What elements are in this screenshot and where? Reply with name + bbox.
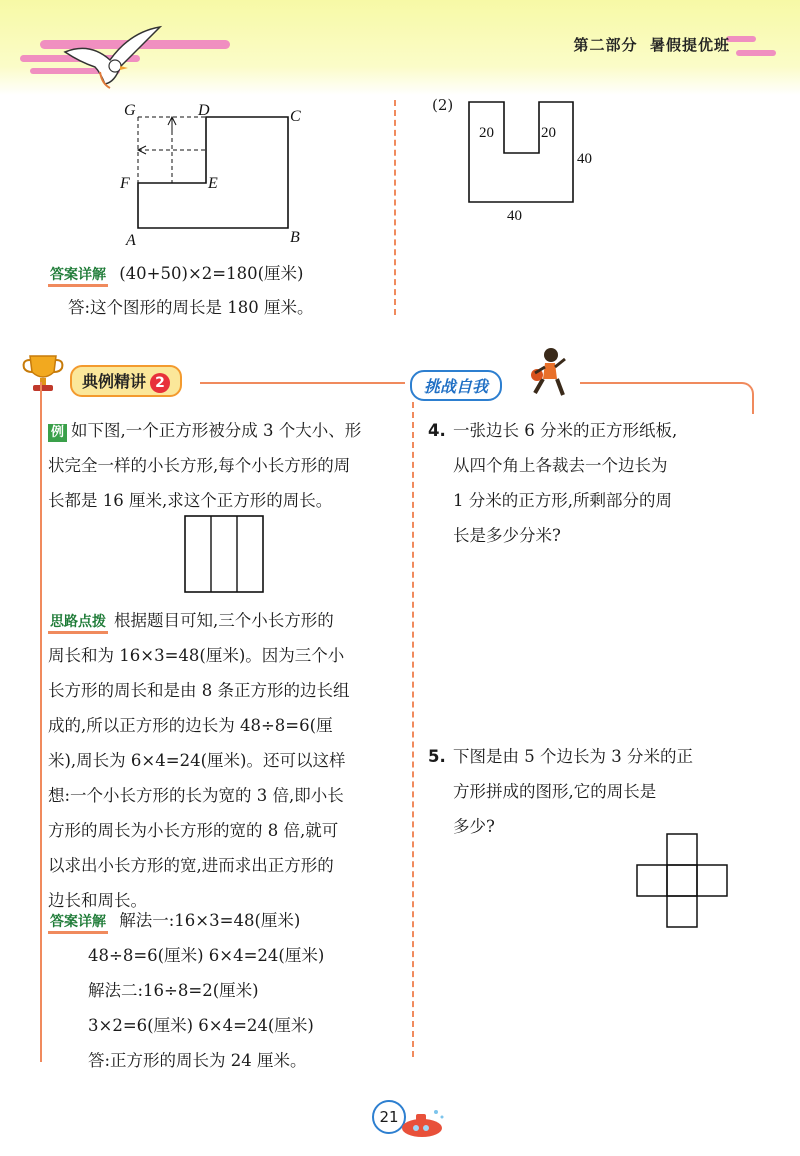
- dim-height: 40: [577, 151, 592, 167]
- label-e: E: [208, 175, 218, 192]
- banner-corner: [740, 382, 754, 414]
- answer-conclusion: 答:这个图形的周长是 180 厘米。: [68, 298, 314, 317]
- cross-shape-figure: [635, 832, 731, 930]
- square-three-rects: [184, 515, 266, 595]
- example-answer: 答案详解 解法一:16×3=48(厘米): [48, 903, 300, 938]
- label-f: F: [120, 175, 130, 192]
- runner-icon: [515, 345, 575, 405]
- label-b: B: [290, 229, 300, 246]
- answer-formula: (40+50)×2=180(厘米): [119, 264, 304, 283]
- label-a: A: [126, 232, 136, 249]
- q5-text: 下图是由 5 个边长为 3 分米的正 方形拼成的图形,它的周长是 多少?: [453, 747, 693, 836]
- example-border: [40, 382, 43, 1062]
- page-number: 21: [372, 1100, 406, 1134]
- decor-streak: [726, 36, 756, 42]
- submarine-icon: [398, 1108, 448, 1140]
- figure-rect-perimeter: [110, 95, 320, 250]
- dim-right-notch: 20: [541, 125, 556, 141]
- example-tag: 例: [48, 424, 67, 442]
- label-g: G: [124, 102, 136, 119]
- dim-width: 40: [507, 208, 522, 224]
- decor-streak: [736, 50, 776, 56]
- column-divider: [412, 402, 414, 1057]
- label-c: C: [290, 108, 301, 125]
- figure-u-shape: [455, 95, 615, 225]
- q4-number: 4.: [428, 421, 446, 440]
- q4-text: 一张边长 6 分米的正方形纸板, 从四个角上各裁去一个边长为 1 分米的正方形,所剩部分的周 长是多少分米?: [453, 421, 678, 545]
- header-title: 第二部分 暑假提优班: [573, 36, 730, 54]
- example-answer-line: 解法二:16÷8=2(厘米): [88, 981, 259, 1000]
- answer-tag: 答案详解: [48, 266, 108, 287]
- example-question: 例 如下图,一个正方形被分成 3 个大小、形 状完全一样的小长方形,每个小长方形的周 长都是 16 厘米,求这个正方形的周长。: [48, 421, 362, 510]
- banner-line-left: [200, 382, 405, 384]
- answer-tag: 答案详解: [48, 913, 108, 934]
- example-hint: 思路点拨 根据题目可知,三个小长方形的 周长和为 16×3=48(厘米)。因为三个小 长方形的周长和是由 8 条正方形的边长组 成的,所以正方形的边长为 48÷8=6(厘 米),周长为 6×4=24(厘米)。还可以这样 想:一个小长方形的长为宽的 3 倍,即小长 方形的周长为小长方形的宽的 8 倍,就可 以求出小长方形的宽,进而求出正方形的 边长和周长。: [48, 611, 350, 910]
- banner-line-right: [580, 382, 740, 384]
- hint-tag: 思路点拨: [48, 613, 108, 634]
- q5-number: 5.: [428, 747, 446, 766]
- example-answer-line: 3×2=6(厘米) 6×4=24(厘米): [88, 1016, 314, 1035]
- answer-top: [48, 256, 303, 291]
- example-section-label: 典例精讲 2: [70, 365, 182, 397]
- example-answer-line: 答:正方形的周长为 24 厘米。: [88, 1051, 307, 1070]
- example-answer-line: 48÷8=6(厘米) 6×4=24(厘米): [88, 946, 325, 965]
- dim-left-notch: 20: [479, 125, 494, 141]
- figure2-label: (2): [432, 96, 454, 114]
- column-divider: [394, 100, 396, 315]
- challenge-label: 挑战自我: [410, 370, 502, 401]
- label-d: D: [198, 102, 210, 119]
- seagull-icon: [60, 22, 170, 92]
- section-number: 2: [150, 373, 170, 393]
- trophy-icon: [20, 350, 66, 396]
